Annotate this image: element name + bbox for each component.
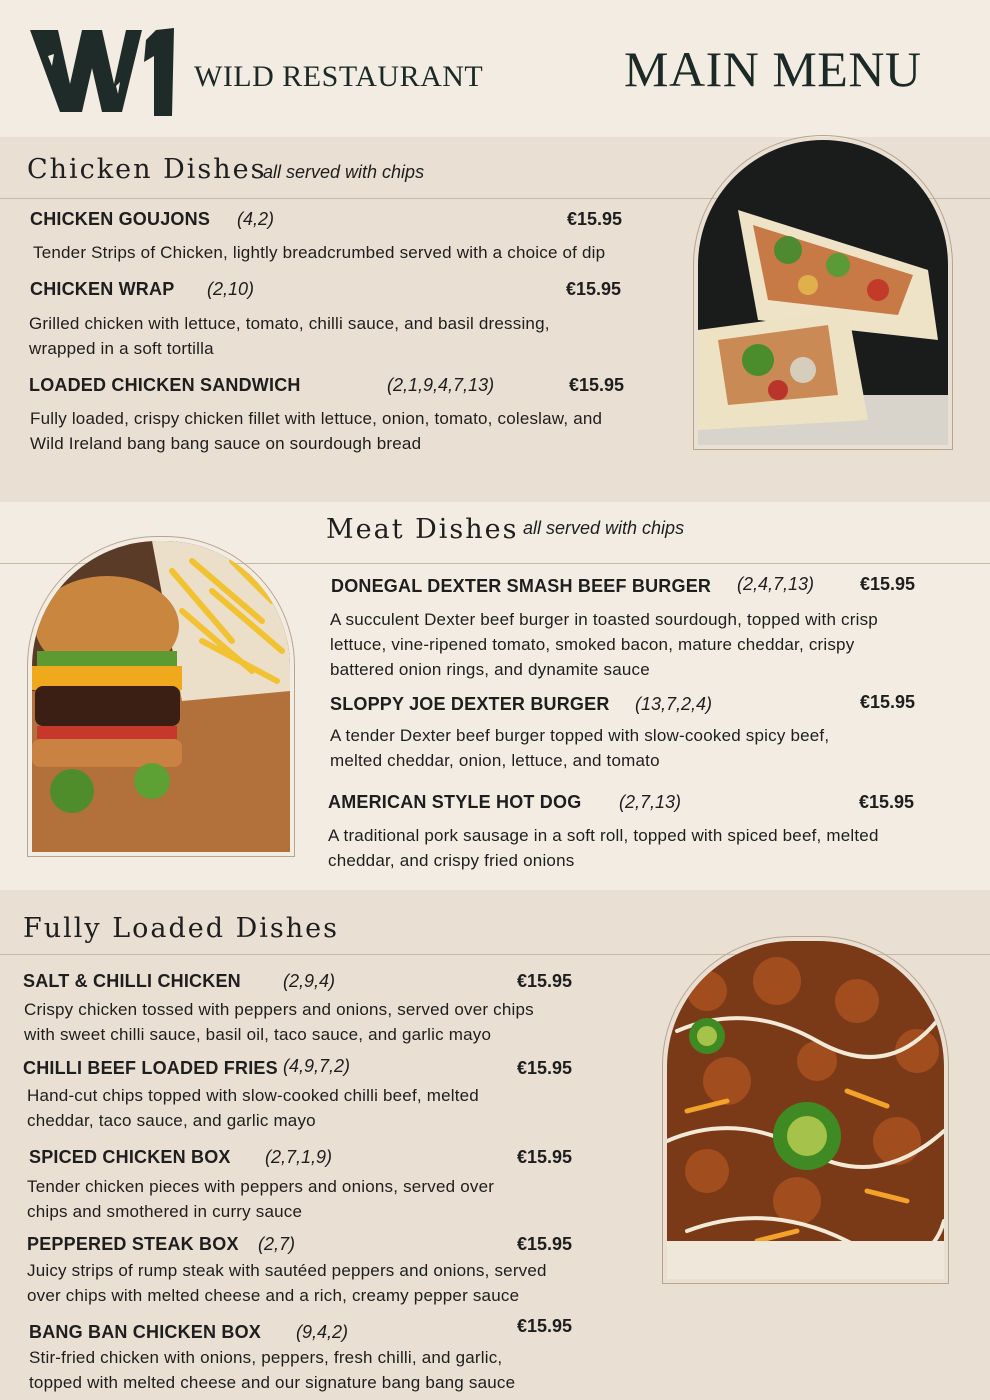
item-name: BANG BAN CHICKEN BOX: [29, 1322, 262, 1342]
allergen-codes: (2,1,9,4,7,13): [387, 375, 495, 395]
allergen-codes: (4,9,7,2): [283, 1056, 351, 1076]
item-description: Tender Strips of Chicken, lightly breadcrumbed served with a choice of dip: [33, 243, 606, 262]
item-name: CHICKEN GOUJONS: [30, 209, 211, 229]
item-description: battered onion rings, and dynamite sauce: [330, 660, 650, 679]
item-description: lettuce, vine-ripened tomato, smoked bacon, mature cheddar, crispy: [330, 635, 855, 654]
item-description: chips and smothered in curry sauce: [27, 1202, 303, 1221]
allergen-codes: (9,4,2): [296, 1322, 349, 1342]
item-description: A traditional pork sausage in a soft roll, topped with spiced beef, melted: [328, 826, 879, 845]
allergen-codes: (2,10): [207, 279, 255, 299]
section-title: Meat Dishes: [326, 514, 519, 545]
item-name: SPICED CHICKEN BOX: [29, 1147, 231, 1167]
item-price: €15.95: [517, 1234, 573, 1254]
allergen-codes: (2,7,1,9): [265, 1147, 333, 1167]
item-name: DONEGAL DEXTER SMASH BEEF BURGER: [331, 576, 712, 596]
allergen-codes: (2,7): [258, 1234, 296, 1254]
section-title: Chicken Dishes: [27, 154, 267, 185]
restaurant-name: WILD RESTAURANT: [194, 60, 484, 93]
w1-logo: [28, 26, 176, 118]
item-price: €15.95: [517, 1147, 573, 1167]
item-description: Tender chicken pieces with peppers and onions, served over: [27, 1177, 495, 1196]
menu-title: MAIN MENU: [624, 41, 922, 97]
item-price: €15.95: [517, 971, 573, 991]
item-price: €15.95: [517, 1316, 573, 1336]
item-description: cheddar, taco sauce, and garlic mayo: [27, 1111, 316, 1130]
item-description: Stir-fried chicken with onions, peppers, fresh chilli, and garlic,: [29, 1348, 503, 1367]
loaded-fries-photo: [662, 936, 949, 1284]
allergen-codes: (2,7,13): [619, 792, 682, 812]
item-name: AMERICAN STYLE HOT DOG: [328, 792, 582, 812]
item-description: Wild Ireland bang bang sauce on sourdough bread: [30, 434, 422, 453]
section-subtitle: all served with chips: [263, 162, 425, 182]
allergen-codes: (13,7,2,4): [635, 694, 713, 714]
item-price: €15.95: [859, 792, 915, 812]
item-description: with sweet chilli sauce, basil oil, taco sauce, and garlic mayo: [24, 1025, 492, 1044]
item-description: Fully loaded, crispy chicken fillet with lettuce, onion, tomato, coleslaw, and: [30, 409, 603, 428]
allergen-codes: (4,2): [237, 209, 275, 229]
item-description: Crispy chicken tossed with peppers and onions, served over chips: [24, 1000, 534, 1019]
item-description: A succulent Dexter beef burger in toasted sourdough, topped with crisp: [330, 610, 878, 629]
item-description: Grilled chicken with lettuce, tomato, chilli sauce, and basil dressing,: [29, 314, 550, 333]
item-price: €15.95: [566, 279, 622, 299]
burger-and-fries-photo: [27, 536, 295, 857]
item-name: SLOPPY JOE DEXTER BURGER: [330, 694, 610, 714]
item-name: SALT & CHILLI CHICKEN: [23, 971, 241, 991]
item-description: cheddar, and crispy fried onions: [328, 851, 575, 870]
item-price: €15.95: [567, 209, 623, 229]
item-description: wrapped in a soft tortilla: [29, 339, 214, 358]
item-description: Hand-cut chips topped with slow-cooked chilli beef, melted: [27, 1086, 479, 1105]
item-price: €15.95: [517, 1058, 573, 1078]
item-name: CHILLI BEEF LOADED FRIES: [23, 1058, 278, 1078]
section-subtitle: all served with chips: [523, 518, 685, 538]
section-title: Fully Loaded Dishes: [23, 913, 340, 944]
item-name: PEPPERED STEAK BOX: [27, 1234, 239, 1254]
item-price: €15.95: [860, 692, 916, 712]
item-description: A tender Dexter beef burger topped with slow-cooked spicy beef,: [330, 726, 830, 745]
item-description: Juicy strips of rump steak with sautéed peppers and onions, served: [27, 1261, 547, 1280]
item-name: LOADED CHICKEN SANDWICH: [29, 375, 301, 395]
item-description: over chips with melted cheese and a rich, creamy pepper sauce: [27, 1286, 520, 1305]
allergen-codes: (2,4,7,13): [737, 574, 815, 594]
item-description: melted cheddar, onion, lettuce, and tomato: [330, 751, 660, 770]
item-description: topped with melted cheese and our signature bang bang sauce: [29, 1373, 516, 1392]
allergen-codes: (2,9,4): [283, 971, 336, 991]
item-price: €15.95: [860, 574, 916, 594]
item-price: €15.95: [569, 375, 625, 395]
item-name: CHICKEN WRAP: [30, 279, 175, 299]
chicken-wrap-photo: [693, 135, 953, 450]
